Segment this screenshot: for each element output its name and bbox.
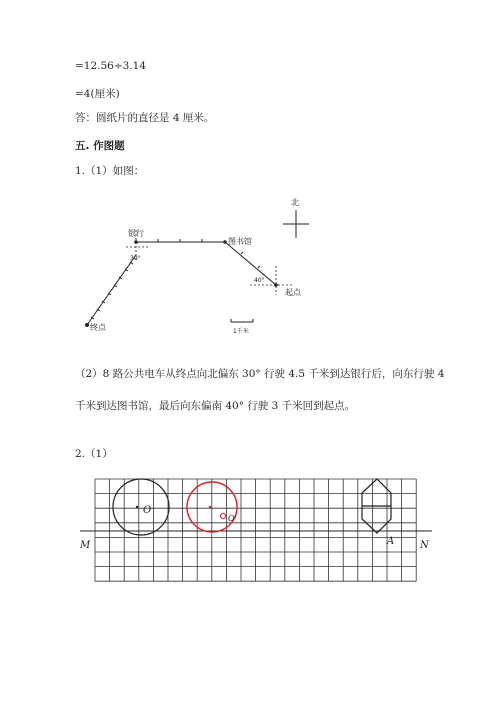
question-1-part-2-line-1: （2）8 路公共电车从终点向北偏东 30° 行驶 4.5 千米到达银行后，向东行驶 4 — [75, 368, 445, 380]
question-1-part-2-line-2: 千米到达图书馆，最后向东偏南 40° 行驶 3 千米回到起点。 — [75, 400, 356, 412]
center-o-prime-dot — [209, 506, 211, 508]
center-o — [136, 506, 138, 508]
solution-step-1: =12.56÷3.14 — [75, 60, 147, 72]
question-2-label: 2.（1） — [75, 448, 113, 460]
center-o-prime-marker — [220, 513, 225, 518]
start-angle-label: 40° — [254, 277, 265, 284]
label-a: A — [387, 536, 395, 547]
start-label: 起点 — [285, 288, 301, 297]
section-title: 五. 作图题 — [75, 140, 125, 152]
north-label: 北 — [291, 198, 299, 207]
circle-o — [113, 479, 169, 535]
label-m: M — [80, 540, 91, 551]
label-o-prime: O' — [228, 514, 237, 523]
end-label: 终点 — [90, 323, 106, 332]
scale-label: 1千米 — [233, 328, 249, 335]
library-label: 图书馆 — [228, 237, 252, 246]
grid — [95, 479, 416, 581]
solution-step-2: =4(厘米) — [75, 88, 120, 100]
question-1-label: 1.（1）如图： — [75, 165, 145, 177]
solution-answer: 答：圆纸片的直径是 4 厘米。 — [75, 112, 215, 124]
bank-label: 银行 — [128, 229, 144, 238]
label-o: O — [143, 505, 152, 516]
bank-angle-label: 30° — [130, 255, 141, 262]
label-n: N — [420, 540, 429, 551]
